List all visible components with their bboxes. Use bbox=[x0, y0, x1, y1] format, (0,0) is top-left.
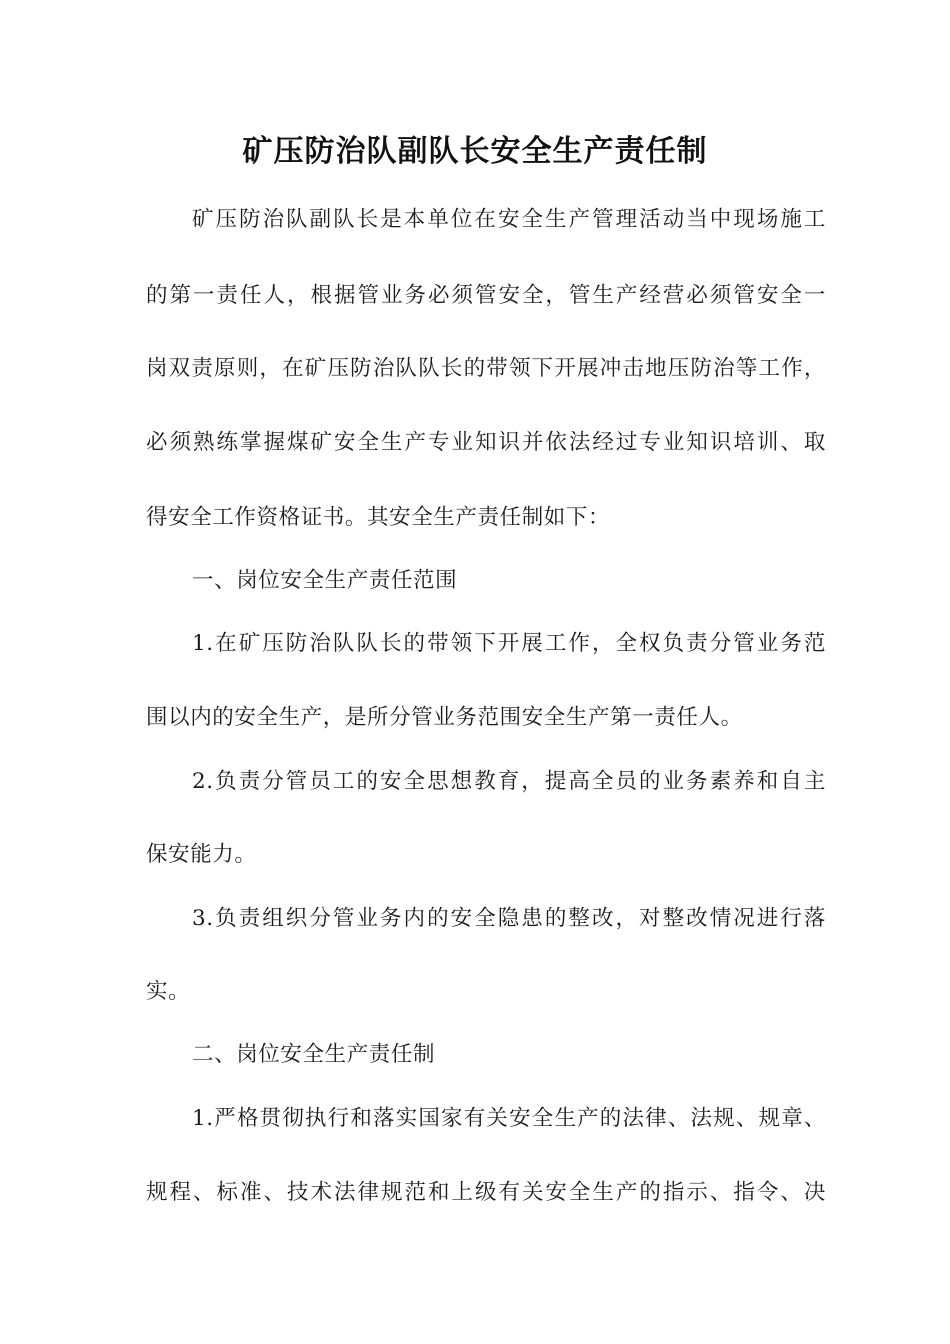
list-item-line: 3.负责组织分管业务内的安全隐患的整改，对整改情况进行落 bbox=[192, 906, 826, 931]
list-item-line: 1.严格贯彻执行和落实国家有关安全生产的法律、法规、规章、 bbox=[192, 1106, 826, 1131]
list-item-line: 保安能力。 bbox=[146, 842, 257, 867]
list-item-line: 实。 bbox=[146, 979, 191, 1004]
paragraph-line: 岗双责原则，在矿压防治队队长的带领下开展冲击地压防治等工作， bbox=[146, 356, 826, 381]
document-title: 矿压防治队副队长安全生产责任制 bbox=[242, 134, 708, 169]
section-heading: 二、岗位安全生产责任制 bbox=[192, 1042, 436, 1067]
paragraph-line: 矿压防治队副队长是本单位在安全生产管理活动当中现场施工 bbox=[192, 207, 826, 232]
paragraph-line: 得安全工作资格证书。其安全生产责任制如下： bbox=[146, 505, 611, 530]
list-item-line: 1.在矿压防治队队长的带领下开展工作，全权负责分管业务范 bbox=[192, 631, 826, 656]
list-item-line: 规程、标准、技术法律规范和上级有关安全生产的指示、指令、决 bbox=[146, 1180, 826, 1205]
section-heading: 一、岗位安全生产责任范围 bbox=[192, 568, 458, 593]
list-item-line: 2.负责分管员工的安全思想教育，提高全员的业务素养和自主 bbox=[192, 769, 826, 794]
paragraph-line: 必须熟练掌握煤矿安全生产专业知识并依法经过专业知识培训、取 bbox=[146, 430, 826, 455]
list-item-line: 围以内的安全生产，是所分管业务范围安全生产第一责任人。 bbox=[146, 705, 743, 730]
paragraph-line: 的第一责任人，根据管业务必须管安全，管生产经营必须管安全一 bbox=[146, 283, 826, 308]
